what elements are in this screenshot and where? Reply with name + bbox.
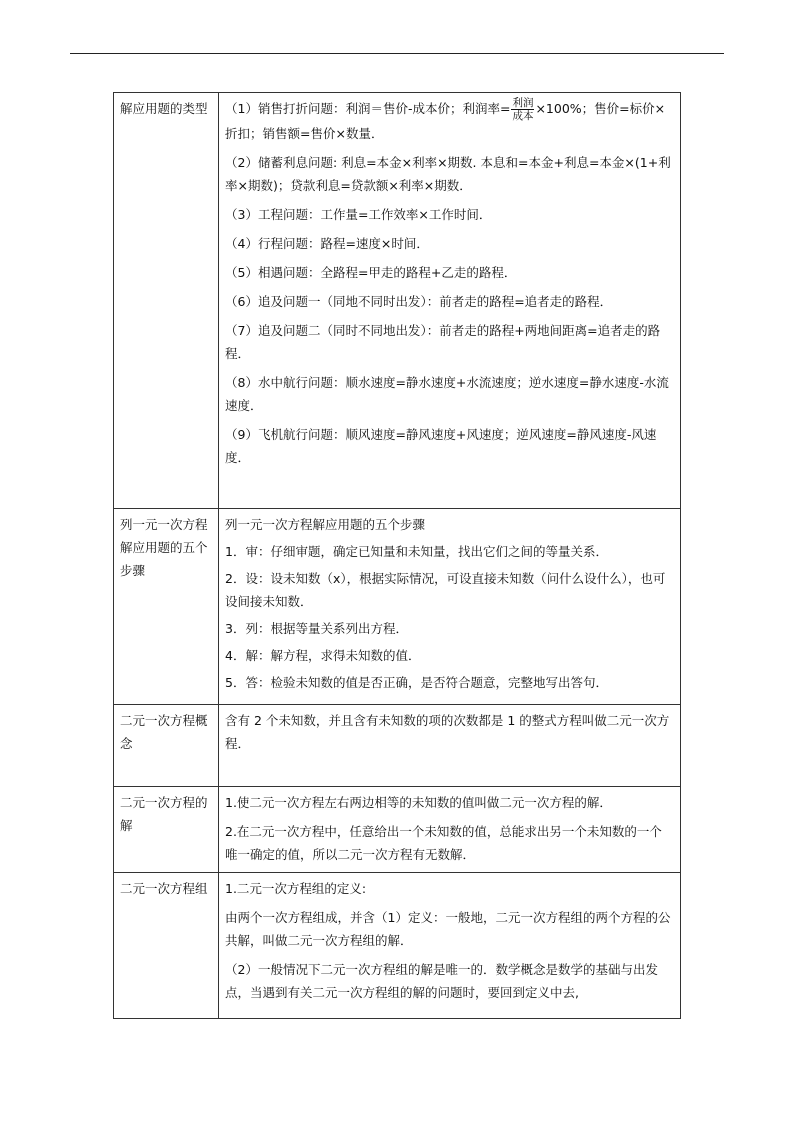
row-content: [219, 509, 681, 705]
content-line: 列一元一次方程解应用题的五个步骤: [225, 517, 426, 532]
content-line: （2）一般情况下二元一次方程组的解是唯一的．数学概念是数学的基础与出发点，当遇到有关二元一次方程组的解的问题时，要回到定义中去,: [225, 962, 658, 1000]
knowledge-table: [113, 92, 681, 1019]
content-line: 含有 2 个未知数，并且含有未知数的项的次数都是 1 的整式方程叫做二元一次方程．: [225, 713, 670, 751]
header-rule: [70, 53, 724, 54]
table-row: [114, 705, 681, 787]
content-line: （5）相遇问题：全路程=甲走的路程+乙走的路程．: [225, 265, 517, 280]
row-label: 二元一次方程概念: [114, 705, 219, 787]
content-line: 2．设：设未知数（x），根据实际情况，可设直接未知数（问什么设什么），也可设间接未知数．: [225, 571, 666, 609]
content-line: （4）行程问题：路程=速度×时间．: [225, 236, 429, 251]
content-line: 由两个一次方程组成，并含（1）定义：一般地，二元一次方程组的两个方程的公共解，叫做二元一次方程组的解．: [225, 910, 671, 948]
formula-pre: （1）销售打折问题：利润＝售价-成本价；利润率=: [225, 101, 511, 116]
row-label: 二元一次方程组: [114, 873, 219, 1019]
row-content: [219, 705, 681, 787]
content-line: （9）飞机航行问题：顺风速度=静风速度+风速度；逆风速度=静风速度-风速度．: [225, 427, 657, 465]
row-label: 列一元一次方程解应用题的五个步骤: [114, 509, 219, 705]
content-line: 1.使二元一次方程左右两边相等的未知数的值叫做二元一次方程的解．: [225, 795, 612, 810]
content-line: （3）工程问题：工作量=工作效率×工作时间．: [225, 207, 492, 222]
content-line: 3．列：根据等量关系列出方程．: [225, 621, 408, 636]
table-row: [114, 509, 681, 705]
row-content: [219, 873, 681, 1019]
content-line: 1.二元一次方程组的定义:: [225, 881, 367, 896]
fraction-denominator: 成本: [512, 110, 534, 122]
fraction: [511, 97, 534, 122]
row-content: [219, 93, 681, 509]
table-row: [114, 873, 681, 1019]
table-row: [114, 93, 681, 509]
content-line: 2.在二元一次方程中，任意给出一个未知数的值，总能求出另一个未知数的一个唯一确定的值，所以二元一次方程有无数解．: [225, 824, 662, 862]
content-line: 4．解：解方程，求得未知数的值．: [225, 648, 421, 663]
formula-post: ×100%；售价=标价×折扣；销售额=售价×数量．: [225, 101, 666, 141]
content-line: 5．答：检验未知数的值是否正确，是否符合题意，完整地写出答句．: [225, 675, 608, 690]
table-row: [114, 787, 681, 873]
content-line: 1．审：仔细审题，确定已知量和未知量，找出它们之间的等量关系．: [225, 544, 608, 559]
fraction-numerator: 利润: [512, 97, 534, 109]
content-line: （6）追及问题一（同地不同时出发）：前者走的路程=追者走的路程．: [225, 294, 613, 309]
content-line: （2）储蓄利息问题: 利息=本金×利率×期数. 本息和=本金+利息=本金×(1+利率×期数)；贷款利息=贷款额×利率×期数．: [225, 155, 671, 193]
content-line: [225, 97, 674, 145]
row-content: [219, 787, 681, 873]
row-label: 二元一次方程的解: [114, 787, 219, 873]
content-line: （7）追及问题二（同时不同地出发）：前者走的路程+两地间距离=追者走的路程．: [225, 323, 661, 361]
content-line: （8）水中航行问题：顺水速度=静水速度+水流速度；逆水速度=静水速度-水流速度．: [225, 375, 669, 413]
row-label: 解应用题的类型: [114, 93, 219, 509]
